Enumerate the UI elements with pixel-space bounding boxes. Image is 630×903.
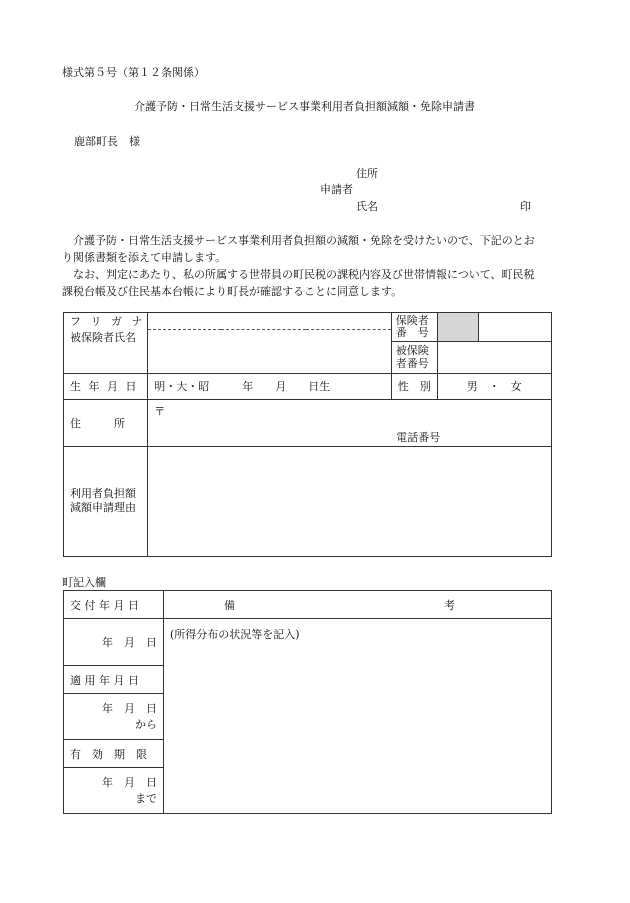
office-use-table: [63, 590, 552, 814]
insured-number-label: [391, 341, 437, 373]
paragraph-2-line-1: なお、判定にあたり、私の所属する世帯員の町民税の課税内容及び世帯情報について、町民税: [62, 268, 535, 281]
insured-name-label: 被保険者氏名: [64, 329, 148, 373]
insurer-number-label: [391, 313, 437, 342]
insurer-number-label-1: 保険者: [395, 313, 429, 327]
apply-date-from: から: [135, 717, 157, 731]
issue-date-label: 交 付 年 月 日: [64, 591, 164, 619]
form-number: 様式第５号（第１２条関係）: [62, 66, 205, 79]
phone-label: 電話番号: [396, 430, 441, 444]
furigana-field[interactable]: [148, 313, 391, 330]
sex-label: 性 別: [391, 373, 437, 399]
reason-label-2: 減額申請理由: [70, 501, 136, 514]
applicant-label: 申請者: [320, 183, 353, 196]
remarks-note: (所得分布の状況等を記入): [170, 628, 300, 641]
paragraph-1-line-1: 介護予防・日常生活支援サービス事業利用者負担額の減額・免除を受けたいので、下記のとお: [62, 234, 535, 247]
reason-label: [64, 446, 148, 556]
postal-mark: 〒: [154, 404, 166, 418]
applicant-info-table: [63, 312, 552, 557]
applicant-address-label: 住所: [356, 167, 378, 180]
apply-date-value: 年 月 日: [102, 701, 157, 715]
paragraph-1-line-2: り関係書類を添えて申請します。: [62, 251, 227, 264]
valid-period-until: まで: [135, 791, 157, 805]
dob-field[interactable]: 明・大・昭 年 月 日生: [148, 373, 391, 399]
valid-period-field[interactable]: [64, 768, 164, 814]
form-title: 介護予防・日常生活支援サービス事業利用者負担額減額・免除申請書: [134, 100, 475, 113]
insured-number-field[interactable]: [437, 341, 552, 373]
insured-number-label-1: 被保険: [395, 344, 429, 357]
office-use-label: 町記入欄: [62, 576, 106, 589]
valid-period-value: 年 月 日: [102, 775, 157, 789]
apply-date-field[interactable]: [64, 694, 164, 740]
remarks-field[interactable]: [164, 619, 552, 814]
furigana-label: フ リ ガ ナ: [64, 313, 148, 330]
insured-name-field[interactable]: [148, 329, 391, 373]
remarks-label: 備 考: [164, 591, 552, 619]
seal-mark: 印: [520, 200, 531, 213]
address-field[interactable]: [148, 399, 552, 446]
insurer-number-label-2: 番 号: [395, 325, 429, 339]
insurer-number-shaded: [437, 313, 479, 342]
insured-number-label-2: 者番号: [395, 357, 429, 370]
reason-field[interactable]: [148, 446, 552, 556]
sex-field[interactable]: 男 ・ 女: [437, 373, 552, 399]
reason-label-1: 利用者負担額: [70, 487, 136, 500]
apply-date-label: 適 用 年 月 日: [64, 666, 164, 694]
dob-label: 生 年 月 日: [64, 373, 148, 399]
body-paragraph: [62, 232, 572, 300]
applicant-name-label: 氏名: [356, 200, 378, 213]
valid-period-label: 有 効 期 限: [64, 740, 164, 768]
issue-date-field[interactable]: 年 月 日: [64, 619, 164, 666]
address-label: 住 所: [64, 399, 148, 446]
paragraph-2-line-2: 課税台帳及び住民基本台帳により町長が確認することに同意します。: [62, 285, 403, 298]
addressee: 鹿部町長 様: [74, 135, 140, 148]
insurer-number-field[interactable]: [479, 313, 552, 342]
